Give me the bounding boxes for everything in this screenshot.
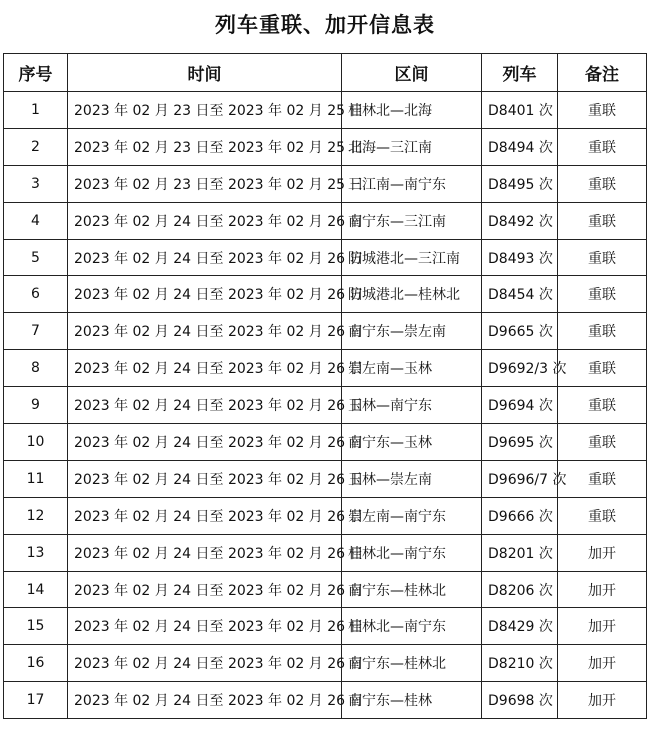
cell-train: D9666 次 [482, 497, 558, 534]
table-row [4, 608, 647, 645]
cell-train: D8495 次 [482, 165, 558, 202]
cell-no: 5 [4, 239, 68, 276]
train-info-table [3, 53, 647, 719]
cell-note: 重联 [558, 239, 647, 276]
cell-note: 重联 [558, 313, 647, 350]
cell-route: 防城港北—桂林北 [342, 276, 482, 313]
cell-train: D9694 次 [482, 387, 558, 424]
cell-train: D9696/7 次 [482, 460, 558, 497]
table-body [4, 92, 647, 719]
cell-train: D8210 次 [482, 645, 558, 682]
cell-note: 加开 [558, 534, 647, 571]
table-row [4, 424, 647, 461]
cell-train: D8492 次 [482, 202, 558, 239]
cell-time: 2023 年 02 月 24 日至 2023 年 02 月 26 日 [68, 313, 342, 350]
cell-time: 2023 年 02 月 24 日至 2023 年 02 月 26 日 [68, 424, 342, 461]
cell-no: 15 [4, 608, 68, 645]
cell-note: 重联 [558, 497, 647, 534]
cell-train: D8454 次 [482, 276, 558, 313]
table-header-row [4, 54, 647, 92]
cell-no: 11 [4, 460, 68, 497]
cell-no: 17 [4, 682, 68, 719]
header-train: 列车 [482, 54, 558, 92]
cell-no: 8 [4, 350, 68, 387]
header-time: 时间 [68, 54, 342, 92]
table-row [4, 497, 647, 534]
cell-note: 重联 [558, 460, 647, 497]
cell-note: 加开 [558, 645, 647, 682]
cell-note: 重联 [558, 165, 647, 202]
header-route: 区间 [342, 54, 482, 92]
cell-no: 14 [4, 571, 68, 608]
cell-no: 12 [4, 497, 68, 534]
table-row [4, 645, 647, 682]
cell-note: 加开 [558, 571, 647, 608]
cell-time: 2023 年 02 月 24 日至 2023 年 02 月 26 日 [68, 202, 342, 239]
cell-train: D8206 次 [482, 571, 558, 608]
cell-route: 玉林—南宁东 [342, 387, 482, 424]
cell-route: 三江南—南宁东 [342, 165, 482, 202]
table-row [4, 682, 647, 719]
cell-route: 桂林北—南宁东 [342, 608, 482, 645]
cell-note: 重联 [558, 350, 647, 387]
cell-train: D9695 次 [482, 424, 558, 461]
cell-route: 南宁东—玉林 [342, 424, 482, 461]
cell-no: 16 [4, 645, 68, 682]
header-no: 序号 [4, 54, 68, 92]
cell-note: 重联 [558, 424, 647, 461]
cell-route: 南宁东—三江南 [342, 202, 482, 239]
table-row [4, 350, 647, 387]
cell-time: 2023 年 02 月 24 日至 2023 年 02 月 26 日 [68, 350, 342, 387]
table-row [4, 128, 647, 165]
header-note: 备注 [558, 54, 647, 92]
table-row [4, 276, 647, 313]
cell-time: 2023 年 02 月 24 日至 2023 年 02 月 26 日 [68, 276, 342, 313]
cell-note: 加开 [558, 608, 647, 645]
cell-no: 4 [4, 202, 68, 239]
cell-route: 南宁东—桂林北 [342, 571, 482, 608]
cell-time: 2023 年 02 月 24 日至 2023 年 02 月 26 日 [68, 460, 342, 497]
table-row [4, 571, 647, 608]
table-row [4, 202, 647, 239]
cell-time: 2023 年 02 月 24 日至 2023 年 02 月 26 日 [68, 387, 342, 424]
cell-no: 3 [4, 165, 68, 202]
cell-no: 6 [4, 276, 68, 313]
cell-no: 9 [4, 387, 68, 424]
cell-train: D9665 次 [482, 313, 558, 350]
table-row [4, 165, 647, 202]
table-row [4, 460, 647, 497]
cell-train: D8401 次 [482, 92, 558, 129]
cell-route: 南宁东—崇左南 [342, 313, 482, 350]
cell-route: 玉林—崇左南 [342, 460, 482, 497]
cell-train: D9698 次 [482, 682, 558, 719]
cell-time: 2023 年 02 月 24 日至 2023 年 02 月 26 日 [68, 571, 342, 608]
cell-route: 北海—三江南 [342, 128, 482, 165]
cell-note: 重联 [558, 202, 647, 239]
cell-route: 桂林北—南宁东 [342, 534, 482, 571]
cell-time: 2023 年 02 月 24 日至 2023 年 02 月 26 日 [68, 682, 342, 719]
cell-note: 重联 [558, 92, 647, 129]
cell-time: 2023 年 02 月 23 日至 2023 年 02 月 25 日 [68, 165, 342, 202]
cell-route: 防城港北—三江南 [342, 239, 482, 276]
cell-route: 南宁东—桂林 [342, 682, 482, 719]
cell-no: 7 [4, 313, 68, 350]
table-row [4, 313, 647, 350]
cell-time: 2023 年 02 月 24 日至 2023 年 02 月 26 日 [68, 497, 342, 534]
cell-no: 2 [4, 128, 68, 165]
cell-no: 1 [4, 92, 68, 129]
cell-time: 2023 年 02 月 24 日至 2023 年 02 月 26 日 [68, 534, 342, 571]
cell-train: D8429 次 [482, 608, 558, 645]
table-row [4, 534, 647, 571]
cell-route: 崇左南—玉林 [342, 350, 482, 387]
cell-no: 10 [4, 424, 68, 461]
cell-no: 13 [4, 534, 68, 571]
cell-note: 重联 [558, 276, 647, 313]
cell-time: 2023 年 02 月 24 日至 2023 年 02 月 26 日 [68, 645, 342, 682]
table-row [4, 239, 647, 276]
cell-time: 2023 年 02 月 23 日至 2023 年 02 月 25 日 [68, 128, 342, 165]
cell-train: D8201 次 [482, 534, 558, 571]
cell-route: 南宁东—桂林北 [342, 645, 482, 682]
cell-time: 2023 年 02 月 23 日至 2023 年 02 月 25 日 [68, 92, 342, 129]
page-title: 列车重联、加开信息表 [215, 13, 435, 37]
table-row [4, 387, 647, 424]
cell-time: 2023 年 02 月 24 日至 2023 年 02 月 26 日 [68, 608, 342, 645]
cell-note: 重联 [558, 128, 647, 165]
cell-note: 重联 [558, 387, 647, 424]
cell-time: 2023 年 02 月 24 日至 2023 年 02 月 26 日 [68, 239, 342, 276]
table-row [4, 92, 647, 129]
cell-route: 桂林北—北海 [342, 92, 482, 129]
cell-train: D9692/3 次 [482, 350, 558, 387]
cell-train: D8494 次 [482, 128, 558, 165]
cell-note: 加开 [558, 682, 647, 719]
cell-train: D8493 次 [482, 239, 558, 276]
cell-route: 崇左南—南宁东 [342, 497, 482, 534]
